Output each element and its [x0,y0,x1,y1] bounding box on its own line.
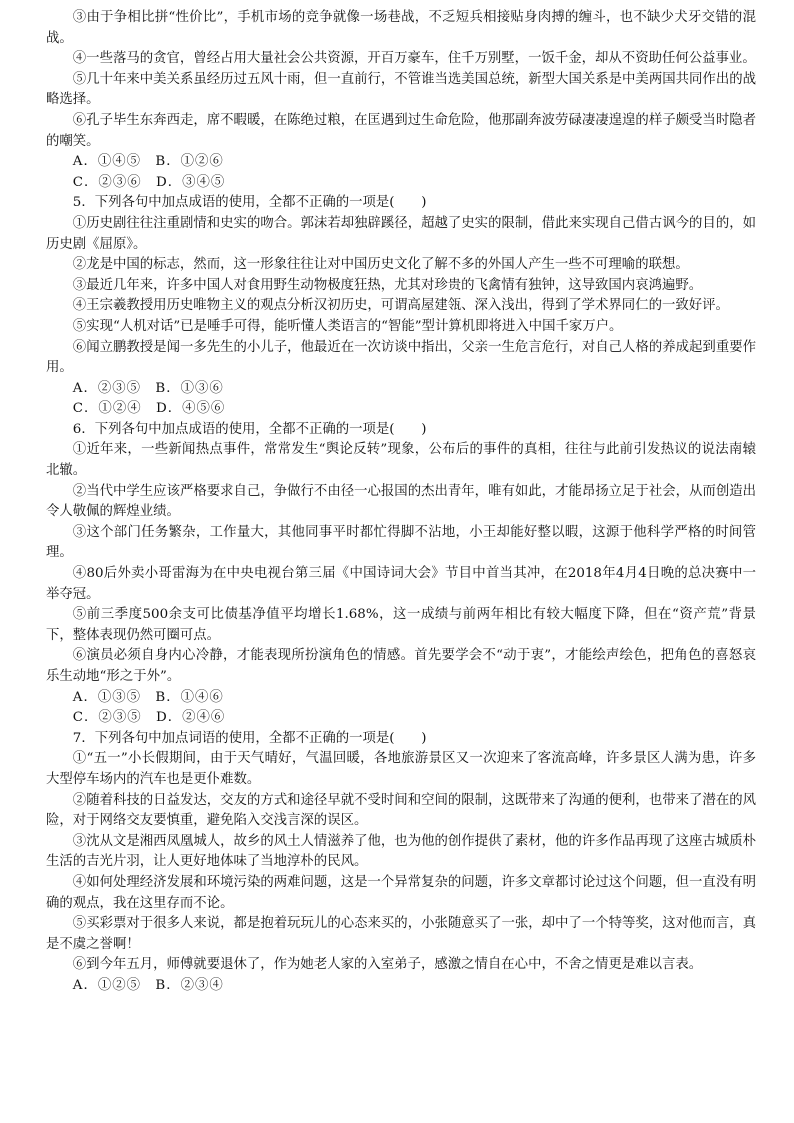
sentence-item: ①“五一”小长假期间，由于天气晴好，气温回暖，各地旅游景区又一次迎来了客流高峰，许多景区人满为患，许多大型停车场内的汽车也是更仆难数。 [46,751,756,787]
sentence-item: ①近年来，一些新闻热点事件，常常发生“舆论反转”现象，公布后的事件的真相，往往与此前引发热议的说法南辕北辙。 [46,442,756,479]
answer-options: A．②③⑤ B．①③⑥ [72,380,224,396]
question-5 [46,193,756,420]
sentence-item: ③最近几年来，许多中国人对食用野生动物极度狂热，尤其对珍贵的飞禽情有独钟，这导致国内哀鸿遍野。 [72,277,703,293]
sentence-item: ③沈从文是湘西凤凰城人，故乡的风土人情滋养了他，也为他的创作提供了素材，他的许多作品再现了这座古城质朴生活的吉光片羽，让人更好地体味了当地淳朴的民风。 [46,833,756,870]
question-stem: 6．下列各句中加点成语的使用，全都不正确的一项是( ) [72,421,427,437]
question-stem: 7．下列各句中加点词语的使用，全都不正确的一项是( ) [72,730,427,746]
sentence-item: ⑥闻立鹏教授是闻一多先生的小儿子，他最近在一次访谈中指出，父亲一生危言危行，对自己人格的养成起到重要作用。 [46,339,756,376]
answer-options: A．①②⑤ B．②③④ [72,977,224,993]
question-4-continued [46,8,756,193]
sentence-item: ⑥演员必须自身内心冷静，才能表现所扮演角色的情感。首先要学会不“动于衷”，才能绘声绘色，把角色的喜怒哀乐生动地“形之于外”。 [46,648,756,684]
sentence-item: ⑤前三季度500余支可比债基净值平均增长1.68%，这一成绩与前两年相比有较大幅度下降，但在“资产荒”背景下，整体表现仍然可圈可点。 [46,607,756,643]
question-stem: 5．下列各句中加点成语的使用，全都不正确的一项是( ) [72,195,427,211]
sentence-item: ④80后外卖小哥雷海为在中央电视台第三届《中国诗词大会》节目中首当其冲，在2018年4月4日晚的总决赛中一举夺冠。 [46,566,756,602]
sentence-item: ③由于争相比拼“性价比”，手机市场的竞争就像一场巷战，不乏短兵相接贴身肉搏的缠斗，也不缺少犬牙交错的混战。 [46,10,756,46]
answer-options: A．①③⑤ B．①④⑥ [72,689,224,705]
sentence-item: ④如何处理经济发展和环境污染的两难问题，这是一个异常复杂的问题，许多文章都讨论过这个问题，但一直没有明确的观点，我在这里存而不论。 [46,874,756,911]
sentence-item: ①历史剧往往注重剧情和史实的吻合。郭沫若却独辟蹊径，超越了史实的限制，借此来实现自己借古讽今的目的，如历史剧《屈原》。 [46,215,756,252]
answer-options: C．②③⑥ D．③④⑤ [72,174,226,190]
sentence-item: ④王宗羲教授用历史唯物主义的观点分析汉初历史，可谓高屋建瓴、深入浅出，得到了学术界同仁的一致好评。 [72,298,729,314]
sentence-item: ②龙是中国的标志，然而，这一形象往往让对中国历史文化了解不多的外国人产生一些不可理喻的联想。 [72,257,689,273]
question-7 [46,729,756,997]
sentence-item: ⑤实现“人机对话”已是唾手可得，能听懂人类语言的“智能”型计算机即将进入中国千家万户。 [72,318,623,334]
sentence-item: ③这个部门任务繁杂，工作量大，其他同事平时都忙得脚不沾地，小王却能好整以暇，这源于他科学严格的时间管理。 [46,524,756,561]
sentence-item: ②当代中学生应该严格要求自己，争做行不由径一心报国的杰出青年，唯有如此，才能昂扬立足于社会，从而创造出令人敬佩的辉煌业绩。 [46,483,756,520]
answer-options: C．①②④ D．④⑤⑥ [72,401,226,417]
sentence-item: ④一些落马的贪官，曾经占用大量社会公共资源，开百万豪车，住千万别墅，一饭千金，却从不资助任何公益事业。 [72,51,756,67]
answer-options: C．②③⑤ D．②④⑥ [72,710,226,726]
sentence-item: ⑤几十年来中美关系虽经历过五风十雨，但一直前行，不管谁当选美国总统，新型大国关系是中美两国共同作出的战略选择。 [46,71,756,108]
sentence-item: ⑥孔子毕生东奔西走，席不暇暖，在陈绝过粮，在匡遇到过生命危险，他那副奔波劳碌凄凄遑遑的样子颇受当时隐者的嘲笑。 [46,112,756,149]
sentence-item: ②随着科技的日益发达，交友的方式和途径早就不受时间和空间的限制，这既带来了沟通的便利，也带来了潜在的风险，对于网络交友要慎重，避免陷入交浅言深的误区。 [46,792,756,829]
sentence-item: ⑤买彩票对于很多人来说，都是抱着玩玩儿的心态来买的，小张随意买了一张，却中了一个特等奖，这对他而言，真是不虞之誉啊！ [46,916,756,952]
question-6 [46,420,756,729]
document-page [46,8,756,997]
answer-options: A．①④⑤ B．①②⑥ [72,154,224,170]
sentence-item: ⑥到今年五月，师傅就要退休了，作为她老人家的入室弟子，感激之情自在心中，不舍之情更是难以言表。 [72,957,703,973]
